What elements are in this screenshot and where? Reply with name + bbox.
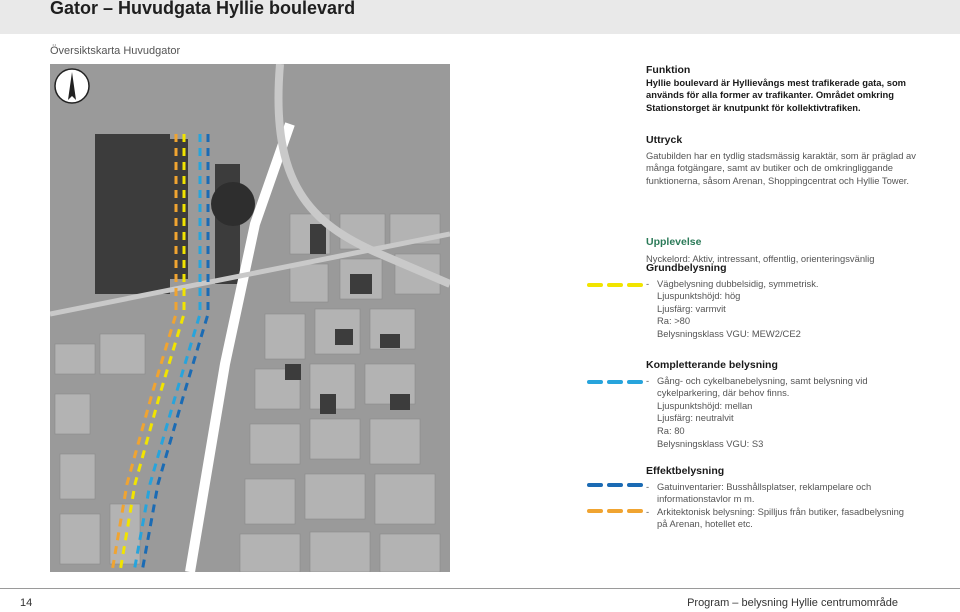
- page-number: 14: [20, 597, 33, 609]
- grund-line: Ljusfärg: varmvit: [657, 302, 726, 314]
- text-funktion: Hyllie boulevard är Hyllievångs mest trafikerade gata, som används för alla former av trafikanter. Området omkring Stationstorget är knutpunkt för kollektivtrafiken.: [646, 76, 907, 113]
- heading-upplevelse: Upplevelse: [646, 236, 702, 248]
- legend-effekt-1: [586, 481, 644, 489]
- legend-kompletterande: [586, 378, 644, 386]
- grund-line: Ra: >80: [657, 315, 691, 327]
- heading-effektbelysning: Effektbelysning: [646, 465, 725, 477]
- text-effekt-item-1: Gatuinventarier: Busshållsplatser, reklampelare och informationstavlor m m.: [657, 480, 872, 505]
- bullet-dash: -: [646, 374, 650, 386]
- legend-grund: [586, 281, 644, 289]
- text-komplett-item: Gång- och cykelbanebelysning, samt belysning vid cykelparkering, där behov finns.: [657, 374, 868, 399]
- heading-funktion: Funktion: [646, 64, 691, 76]
- overview-map: [50, 64, 450, 572]
- bullet-dash: -: [646, 505, 650, 517]
- grund-line: Belysningsklass VGU: MEW2/CE2: [657, 327, 801, 339]
- bullet-dash: -: [646, 277, 650, 289]
- map-caption: Översiktskarta Huvudgator: [50, 45, 181, 57]
- text-upplevelse: Nyckelord: Aktiv, intressant, offentlig, orienteringsvänlig: [646, 252, 875, 264]
- footer-divider: [0, 588, 960, 589]
- footer-text: Program – belysning Hyllie centrumområde: [687, 597, 898, 609]
- text-effekt-item-2: Arkitektonisk belysning: Spilljus från butiker, fasadbelysning på Arenan, hotellet etc.: [657, 505, 905, 530]
- komplett-line: Ra: 80: [657, 424, 685, 436]
- heading-uttryck: Uttryck: [646, 134, 683, 146]
- grund-line: Ljuspunktshöjd: hög: [657, 290, 741, 302]
- text-uttryck: Gatubilden har en tydlig stadsmässig karaktär, som är präglad av många fotgängare, samt av butiker och de omkringliggande funktionerna, såsom Arenan, Shoppingcentrat och Hyllie Tower.: [646, 149, 916, 186]
- bullet-dash: -: [646, 480, 650, 492]
- komplett-line: Belysningsklass VGU: S3: [657, 437, 764, 449]
- heading-kompletterande: Kompletterande belysning: [646, 359, 778, 371]
- komplett-line: Ljuspunktshöjd: mellan: [657, 399, 753, 411]
- legend-effekt-2: [586, 507, 644, 515]
- text-grund-item: Vägbelysning dubbelsidig, symmetrisk.: [657, 277, 819, 289]
- komplett-line: Ljusfärg: neutralvit: [657, 412, 734, 424]
- page-title: Gator – Huvudgata Hyllie boulevard: [50, 0, 356, 18]
- heading-grundbelysning: Grundbelysning: [646, 262, 727, 274]
